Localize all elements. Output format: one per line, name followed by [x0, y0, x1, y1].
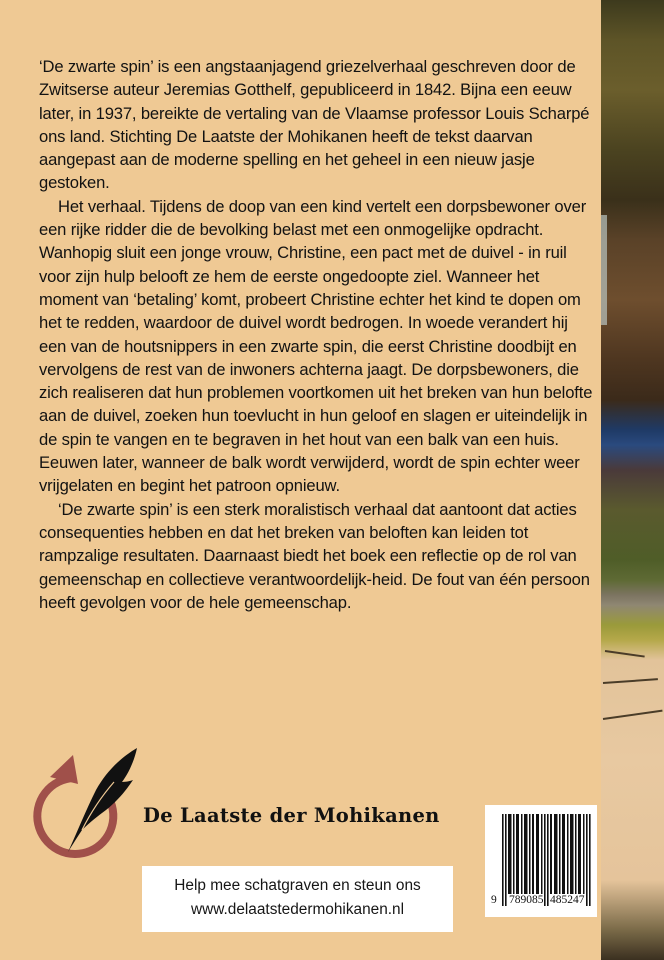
- blurb-paragraph-3: ‘De zwarte spin’ is een sterk moralistisch verhaal dat aantoont dat acties consequenties hebben en dat het breken van beloften kan leiden tot rampzalige resultaten. Daarnaast biedt het boek een reflectie op de rol van gemeenschap en collectieve verantwoordelijk-heid. De fout van één persoon heeft gevolgen voor de hele gemeenschap.: [39, 499, 590, 612]
- isbn-barcode: [485, 805, 597, 917]
- blurb-paragraph-1: ‘De zwarte spin’ is een angstaanjagend griezelverhaal geschreven door de Zwitserse auteur Jeremias Gotthelf, gepubliceerd in 1842. Bijna een eeuw later, in 1937, bereikte de vertaling van de Vlaamse professor Louis Scharpé ons land. Stichting De Laatste der Mohikanen heeft de tekst daarvan aangepast aan de moderne spelling en het geheel in een nieuw jasje gestoken.: [39, 57, 590, 193]
- blurb-text: [39, 55, 599, 614]
- tree-trunk-highlight: [601, 215, 607, 325]
- twig-decoration: [603, 710, 663, 720]
- barcode-right-digits: 485247: [550, 894, 585, 906]
- barcode-lead-digit: 9: [491, 894, 497, 906]
- twig-decoration: [605, 650, 645, 658]
- isbn-barcode-icon: [502, 814, 591, 906]
- cover-illustration-strip: [601, 0, 664, 960]
- website-link[interactable]: www.delaatstedermohikanen.nl: [190, 901, 405, 918]
- support-line: Help mee schatgraven en steun ons: [174, 877, 421, 894]
- barcode-left-digits: 789085: [509, 894, 544, 906]
- publisher-name: De Laatste der Mohikanen: [143, 804, 440, 827]
- quill-circular-arrow-icon: [30, 740, 145, 865]
- twig-decoration: [603, 678, 658, 684]
- support-box: [142, 866, 453, 932]
- blurb-paragraph-2: Het verhaal. Tijdens de doop van een kind vertelt een dorpsbewoner over een rijke ridder die de bevolking belast met een onmogelijke opdracht. Wanhopig sluit een jonge vrouw, Christine, een pact met de duivel - in ruil voor zijn hulp belooft ze hem de eerste ongedoopte ziel. Wanneer het moment van ‘betaling’ komt, probeert Christine echter het kind te dopen om het te redden, waardoor de duivel wordt bedrogen. In woede verandert hij een van de houtsnippers in een zwarte spin, die eerst Christine doodbijt en vervolgens de rest van de inwoners achterna jaagt. De dorpsbewoners, die zich realiseren dat hun problemen voortkomen uit het breken van hun belofte aan de duivel, zoeken hun toevlucht in hun geloof en slagen er uiteindelijk in de spin te vangen en te begraven in het hout van een balk van een huis. Eeuwen later, wanneer de balk wordt verwijderd, wordt de spin echter weer vrijgelaten en begint het patroon opnieuw.: [39, 196, 593, 496]
